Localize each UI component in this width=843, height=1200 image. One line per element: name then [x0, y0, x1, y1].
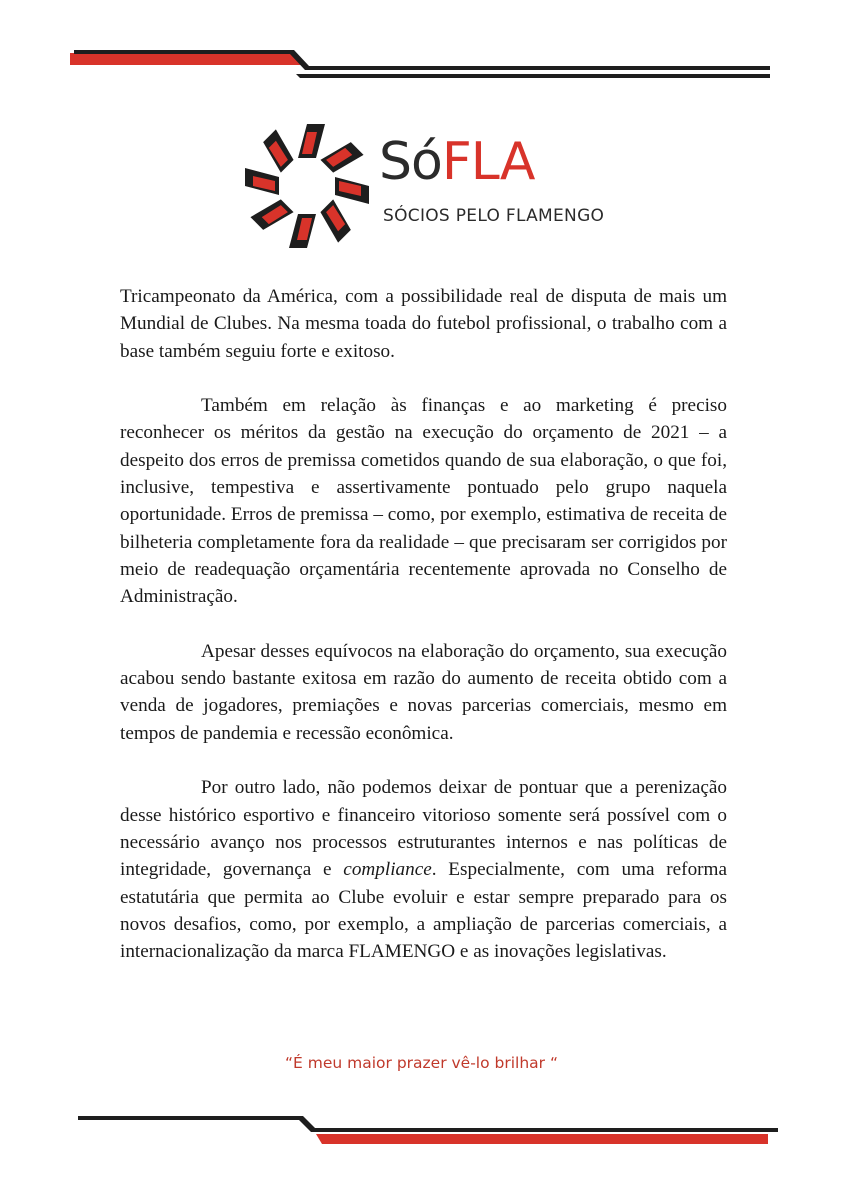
sofla-logo: [243, 122, 603, 252]
paragraph-2: Também em relação às finanças e ao marketing é preciso reconhecer os méritos da gestão na execução do orçamento de 2021 – a despeito dos erros de premissa cometidos quando de sua elaboração, o que foi, inclusive, tempestiva e assertivamente pontuado pelo grupo naquela oportunidade. Erros de premissa – como, por exemplo, estimativa de receita de bilheteria completamente fora da realidade – que precisaram ser corrigidos por meio de readequação orçamentária recentemente aprovada no Conselho de Administração.: [120, 395, 727, 608]
header-decorative-bar: [70, 50, 770, 82]
footer-decorative-bar: [78, 1112, 778, 1144]
logo-wordmark-fla: FLA: [441, 132, 535, 192]
logo-wordmark: [379, 132, 535, 192]
paragraph-4-italic-term: compliance: [343, 859, 432, 881]
logo-tagline: SÓCIOS PELO FLAMENGO: [383, 206, 605, 226]
paragraph-4: [120, 774, 727, 965]
paragraph-4-text-start: Por outro lado, não podemos deixar de pontuar que a perenização desse histórico esportivo e financeiro vitorioso somente será possível com o necessário avanço nos processos estruturantes internos e nas políticas de integridade, governança e: [120, 777, 727, 881]
paragraph-3: Apesar desses equívocos na elaboração do orçamento, sua execução acabou sendo bastante exitosa em razão do aumento de receita obtido com a venda de jogadores, premiações e novas parcerias comerciais, mesmo em tempos de pandemia e recessão econômica.: [120, 640, 727, 744]
footer-quote: “É meu maior prazer vê-lo brilhar “: [285, 1054, 558, 1072]
paragraph-1: Tricampeonato da América, com a possibilidade real de disputa de mais um Mundial de Clubes. Na mesma toada do futebol profissional, o trabalho com a base também seguiu forte e exitoso.: [120, 286, 727, 362]
logo-wordmark-so: Só: [379, 132, 442, 192]
document-body: [120, 283, 727, 993]
flamengo-pinwheel-icon: [243, 122, 371, 250]
paragraph-4-text-end: . Especialmente, com uma reforma estatutária que permita ao Clube evoluir e estar sempre preparado para os novos desafios, como, por exemplo, a ampliação de parcerias comerciais, a internacionalização da marca FLAMENGO e as inovações legislativas.: [120, 859, 727, 963]
